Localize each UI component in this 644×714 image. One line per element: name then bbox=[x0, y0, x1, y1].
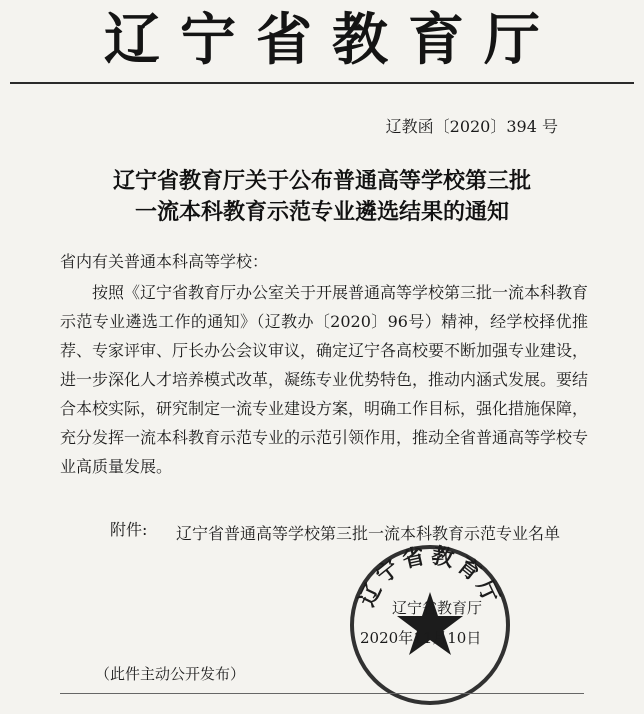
footer-divider bbox=[60, 693, 584, 694]
attachment-text[interactable]: 辽宁省普通高等学校第三批一流本科教育示范专业名单 bbox=[176, 524, 561, 543]
attachment-label: 附件: bbox=[110, 520, 148, 539]
title-line-1: 辽宁省教育厅关于公布普通高等学校第三批 bbox=[112, 168, 531, 194]
official-seal bbox=[345, 540, 515, 710]
body-paragraph: 按照《辽宁省教育厅办公室关于开展普通高等学校第三批一流本科教育示范专业遴选工作的通知》（辽教办〔2020〕96号）精神，经学校择优推荐、专家评审、厅长办公会议审议，确定辽宁各高校要不断加强专业建设，进一步深化人才培养模式改革，凝练专业优势特色，推动内涵式发展。要结合本校实际，研究制定一流专业建设方案，明确工作目标，强化措施保障，充分发挥一流本科教育示范专业的示范引领作用，推动全省普通高等学校专业高质量发展。 bbox=[60, 283, 589, 476]
issuer: 辽宁省教育厅 bbox=[392, 599, 483, 617]
document-number: 辽教函〔2020〕394 号 bbox=[385, 117, 558, 136]
issue-date: 2020年11月10日 bbox=[360, 629, 482, 647]
seal-arc-text: 辽宁省教育厅 bbox=[354, 542, 506, 611]
disclosure-note: （此件主动公开发布） bbox=[95, 665, 246, 683]
salutation: 省内有关普通本科高等学校： bbox=[60, 252, 269, 271]
header-divider bbox=[10, 82, 634, 84]
title-line-2: 一流本科教育示范专业遴选结果的通知 bbox=[134, 199, 509, 225]
agency-header: 辽宁省教育厅 bbox=[104, 7, 560, 73]
